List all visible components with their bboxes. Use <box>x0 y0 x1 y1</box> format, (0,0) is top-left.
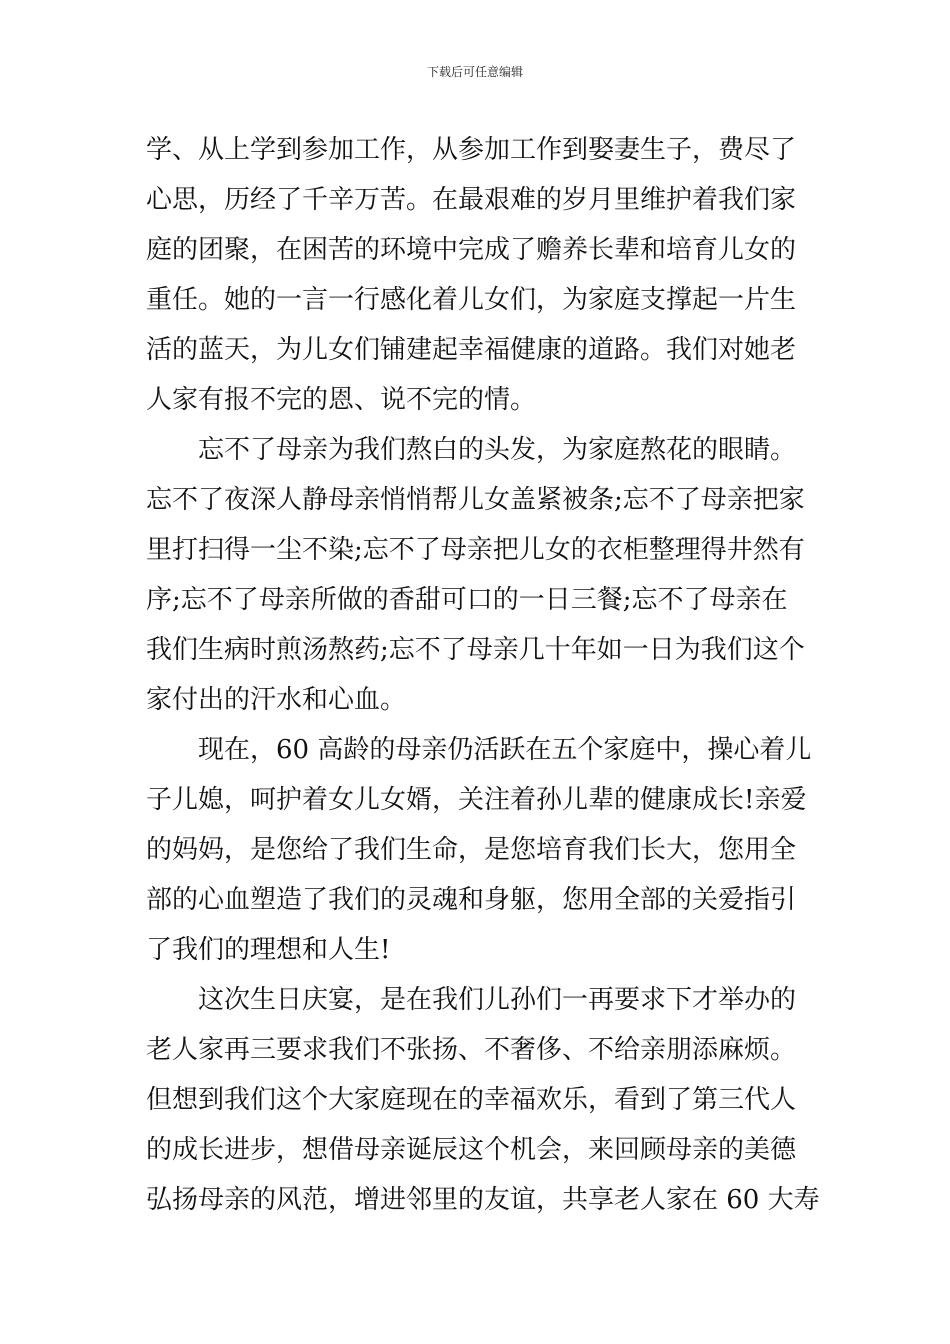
text-line: 庭的团聚，在困苦的环境中完成了赡养长辈和培育儿女的 <box>146 235 797 265</box>
text-line: 心思，历经了千辛万苦。在最艰难的岁月里维护着我们家 <box>146 185 797 215</box>
paragraph-first-line: 忘不了母亲为我们熬白的头发，为家庭熬花的眼睛。 <box>198 435 797 465</box>
text-line: 了我们的理想和人生! <box>146 935 391 965</box>
text-line: 里打扫得一尘不染;忘不了母亲把儿女的衣柜整理得井然有 <box>146 535 805 565</box>
paragraph-first-line: 现在，60 高龄的母亲仍活跃在五个家庭中，操心着儿 <box>198 735 812 765</box>
text-line: 的妈妈，是您给了我们生命，是您培育我们长大，您用全 <box>146 835 797 865</box>
text-line: 活的蓝天，为儿女们铺建起幸福健康的道路。我们对她老 <box>146 335 797 365</box>
text-line: 家付出的汗水和心血。 <box>146 685 407 715</box>
text-line: 子儿媳，呵护着女儿女婿，关注着孙儿辈的健康成长!亲爱 <box>146 785 807 815</box>
text-line: 的成长进步，想借母亲诞辰这个机会，来回顾母亲的美德 <box>146 1135 797 1165</box>
paragraph-first-line: 这次生日庆宴，是在我们儿孙们一再要求下才举办的 <box>198 985 797 1015</box>
text-line: 但想到我们这个大家庭现在的幸福欢乐，看到了第三代人 <box>146 1085 797 1115</box>
text-line: 弘扬母亲的风范，增进邻里的友谊，共享老人家在 60 大寿 <box>146 1185 820 1215</box>
text-line: 忘不了夜深人静母亲悄悄帮儿女盖紧被条;忘不了母亲把家 <box>146 485 805 515</box>
text-line: 人家有报不完的恩、说不完的情。 <box>146 385 537 415</box>
text-line: 我们生病时煎汤熬药;忘不了母亲几十年如一日为我们这个 <box>146 635 805 665</box>
text-line: 学、从上学到参加工作，从参加工作到娶妻生子，费尽了 <box>146 135 797 165</box>
text-line: 序;忘不了母亲所做的香甜可口的一日三餐;忘不了母亲在 <box>146 585 788 615</box>
text-line: 老人家再三要求我们不张扬、不奢侈、不给亲朋添麻烦。 <box>146 1035 797 1065</box>
text-line: 重任。她的一言一行感化着儿女们，为家庭支撑起一片生 <box>146 285 797 315</box>
page-header: 下载后可任意编辑 <box>426 65 523 79</box>
text-line: 部的心血塑造了我们的灵魂和身躯，您用全部的关爱指引 <box>146 885 797 915</box>
